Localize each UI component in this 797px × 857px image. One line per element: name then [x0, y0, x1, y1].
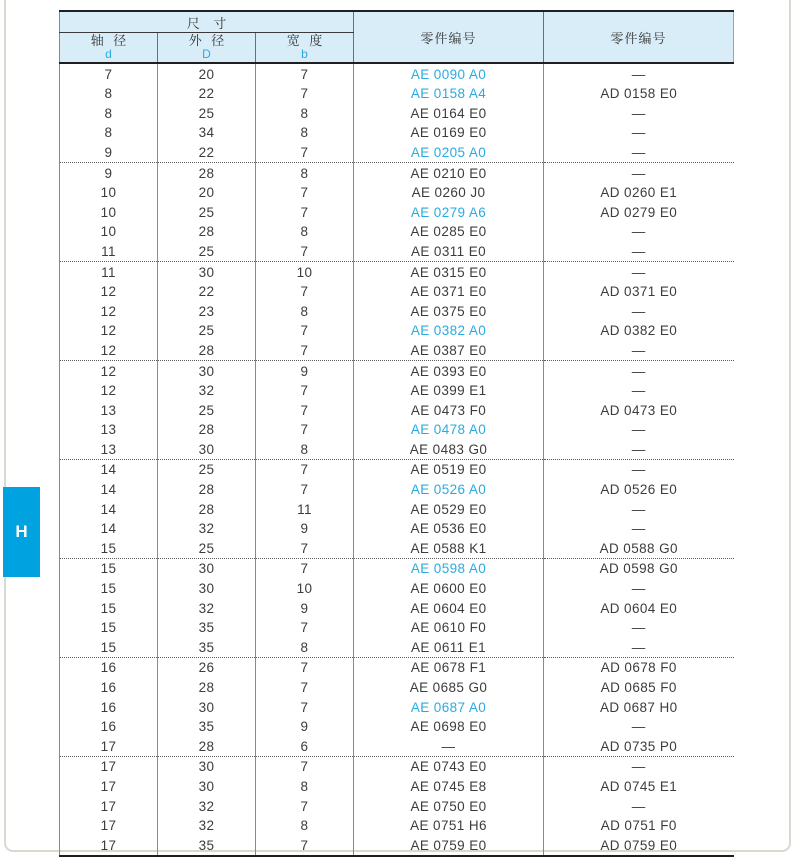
shaft-diameter-cell: 8 [104, 105, 113, 121]
part-number-cell-1: AE 0745 E8 [354, 777, 544, 797]
part-number-cell-1: AE 0399 E1 [354, 381, 544, 401]
table-row [60, 440, 734, 460]
table-row [60, 183, 734, 203]
table-row [60, 717, 734, 737]
table-row [60, 63, 734, 84]
outer-diameter-cell: 28 [158, 480, 256, 500]
section-tab-h[interactable] [3, 487, 40, 577]
table-row [60, 816, 734, 836]
shaft-diameter-cell: 16 [100, 699, 117, 715]
width-cell: 7 [256, 321, 354, 341]
part-number-cell-1: AE 0750 E0 [354, 796, 544, 816]
shaft-diameter-cell: 15 [60, 539, 158, 559]
outer-diameter-cell: 34 [158, 123, 256, 143]
width-cell: 7 [256, 618, 354, 638]
shaft-diameter-cell: 12 [60, 341, 158, 361]
width-cell: 7 [256, 678, 354, 698]
outer-diameter-cell: 35 [158, 835, 256, 856]
table-row [60, 499, 734, 519]
width-cell: 7 [256, 63, 354, 84]
outer-diameter-cell: 22 [158, 282, 256, 302]
outer-diameter-cell: 28 [158, 163, 256, 183]
width-cell: 8 [256, 440, 354, 460]
outer-diameter-cell: 28 [158, 341, 256, 361]
outer-diameter-cell: 30 [158, 262, 256, 282]
header-outer-diameter-label: 外 径 [188, 33, 228, 48]
shaft-diameter-cell: 13 [100, 422, 117, 438]
outer-diameter-cell: 35 [158, 618, 256, 638]
outer-diameter-cell: 32 [158, 519, 256, 539]
width-cell: 7 [256, 697, 354, 717]
part-number-cell-1: AE 0526 A0 [354, 480, 544, 500]
shaft-diameter-cell: 17 [100, 778, 117, 794]
part-number-cell-1: AE 0529 E0 [354, 499, 544, 519]
outer-diameter-cell: 28 [158, 678, 256, 698]
part-number-cell-1: AE 0588 K1 [354, 539, 544, 559]
outer-diameter-cell: 25 [158, 539, 256, 559]
shaft-diameter-cell: 17 [100, 759, 117, 775]
shaft-diameter-cell: 15 [100, 561, 117, 577]
part-number-cell-2: — [544, 123, 734, 143]
outer-diameter-cell: 20 [158, 63, 256, 84]
part-number-cell-2: AD 0745 E1 [544, 777, 734, 797]
outer-diameter-cell: 32 [158, 796, 256, 816]
part-number-cell-1: AE 0687 A0 [354, 697, 544, 717]
outer-diameter-cell: 25 [158, 103, 256, 123]
outer-diameter-cell: 35 [158, 638, 256, 658]
table-row [60, 835, 734, 856]
outer-diameter-cell: 22 [158, 143, 256, 163]
width-cell: 6 [256, 736, 354, 756]
table-row [60, 163, 734, 183]
table-body [60, 63, 734, 856]
shaft-diameter-cell: 15 [100, 581, 117, 597]
outer-diameter-cell: 30 [158, 757, 256, 777]
table-row [60, 321, 734, 341]
shaft-diameter-cell: 12 [100, 303, 117, 319]
table-row [60, 361, 734, 381]
shaft-diameter-cell: 14 [100, 501, 117, 517]
part-number-cell-1: — [354, 736, 544, 756]
outer-diameter-cell: 25 [158, 242, 256, 262]
part-number-cell-2: — [544, 341, 734, 361]
table-row [60, 736, 734, 756]
shaft-diameter-cell: 15 [100, 600, 117, 616]
header-shaft-diameter [60, 33, 158, 64]
part-number-cell-1: AE 0743 E0 [354, 757, 544, 777]
header-width-symbol: b [301, 47, 308, 62]
width-cell: 7 [256, 835, 354, 856]
part-number-cell-1: AE 0210 E0 [354, 163, 544, 183]
width-cell: 7 [256, 658, 354, 678]
part-number-cell-1: AE 0285 E0 [354, 222, 544, 242]
part-number-cell-1: AE 0279 A6 [354, 202, 544, 222]
width-cell: 7 [256, 282, 354, 302]
part-number-cell-2: — [544, 796, 734, 816]
shaft-diameter-cell: 14 [100, 482, 117, 498]
width-cell: 7 [256, 480, 354, 500]
part-number-cell-1: AE 0751 H6 [354, 816, 544, 836]
section-tab-label: H [15, 522, 28, 541]
width-cell: 11 [256, 499, 354, 519]
width-cell: 7 [256, 757, 354, 777]
part-number-cell-2: — [544, 242, 734, 262]
shaft-diameter-cell: 12 [100, 383, 117, 399]
header-width-label: 宽 度 [286, 33, 326, 48]
part-number-table [59, 10, 734, 857]
header-outer-diameter-symbol: D [202, 47, 211, 62]
part-number-cell-2: — [544, 143, 734, 163]
width-cell: 10 [256, 262, 354, 282]
table-row [60, 84, 734, 104]
part-number-cell-1: AE 0090 A0 [354, 63, 544, 84]
part-number-cell-1: AE 0164 E0 [354, 103, 544, 123]
table-row [60, 638, 734, 658]
table-row [60, 341, 734, 361]
header-part-number-1: 零件编号 [354, 11, 544, 63]
outer-diameter-cell: 30 [158, 361, 256, 381]
part-number-cell-1: AE 0678 F1 [354, 658, 544, 678]
shaft-diameter-cell: 17 [100, 818, 117, 834]
part-number-cell-2: — [544, 420, 734, 440]
width-cell: 8 [256, 123, 354, 143]
part-number-cell-2: AD 0279 E0 [544, 202, 734, 222]
shaft-diameter-cell: 9 [60, 143, 158, 163]
part-number-cell-2: — [544, 638, 734, 658]
part-number-cell-2: AD 0759 E0 [544, 835, 734, 856]
width-cell: 8 [256, 222, 354, 242]
part-number-cell-2: — [544, 757, 734, 777]
table-row [60, 262, 734, 282]
part-number-cell-1: AE 0610 F0 [354, 618, 544, 638]
part-number-cell-2: — [544, 499, 734, 519]
shaft-diameter-cell: 8 [104, 125, 113, 141]
shaft-diameter-cell: 14 [100, 521, 117, 537]
part-number-cell-1: AE 0260 J0 [354, 183, 544, 203]
table-row [60, 202, 734, 222]
part-number-cell-1: AE 0382 A0 [354, 321, 544, 341]
part-number-cell-2: AD 0751 F0 [544, 816, 734, 836]
part-number-cell-1: AE 0759 E0 [354, 835, 544, 856]
outer-diameter-cell: 32 [158, 381, 256, 401]
part-number-cell-2: AD 0260 E1 [544, 183, 734, 203]
part-number-cell-2: AD 0735 P0 [544, 736, 734, 756]
table-row [60, 420, 734, 440]
part-number-cell-2: — [544, 579, 734, 599]
shaft-diameter-cell: 10 [100, 185, 117, 201]
table-row [60, 301, 734, 321]
width-cell: 9 [256, 598, 354, 618]
part-number-cell-1: AE 0598 A0 [354, 559, 544, 579]
outer-diameter-cell: 28 [158, 222, 256, 242]
part-number-cell-1: AE 0387 E0 [354, 341, 544, 361]
shaft-diameter-cell: 8 [104, 86, 113, 102]
part-number-cell-2: — [544, 440, 734, 460]
part-number-cell-2: AD 0678 F0 [544, 658, 734, 678]
part-number-cell-1: AE 0169 E0 [354, 123, 544, 143]
part-number-cell-1: AE 0371 E0 [354, 282, 544, 302]
width-cell: 7 [256, 400, 354, 420]
header-shaft-diameter-label: 轴 径 [90, 33, 130, 48]
width-cell: 8 [256, 103, 354, 123]
table-row [60, 796, 734, 816]
outer-diameter-cell: 25 [158, 321, 256, 341]
shaft-diameter-cell: 10 [100, 224, 117, 240]
shaft-diameter-cell: 17 [60, 835, 158, 856]
outer-diameter-cell: 28 [158, 420, 256, 440]
table-row [60, 579, 734, 599]
table-row [60, 697, 734, 717]
part-number-cell-1: AE 0600 E0 [354, 579, 544, 599]
width-cell: 7 [256, 420, 354, 440]
part-number-cell-2: — [544, 381, 734, 401]
part-number-cell-1: AE 0478 A0 [354, 420, 544, 440]
outer-diameter-cell: 30 [158, 777, 256, 797]
table-row [60, 381, 734, 401]
width-cell: 7 [256, 796, 354, 816]
outer-diameter-cell: 28 [158, 736, 256, 756]
part-number-cell-1: AE 0315 E0 [354, 262, 544, 282]
width-cell: 7 [256, 242, 354, 262]
part-number-cell-2: AD 0526 E0 [544, 480, 734, 500]
width-cell: 8 [256, 816, 354, 836]
table-row [60, 480, 734, 500]
width-cell: 8 [256, 301, 354, 321]
outer-diameter-cell: 32 [158, 816, 256, 836]
part-number-cell-2: — [544, 103, 734, 123]
table-row [60, 123, 734, 143]
width-cell: 8 [256, 163, 354, 183]
part-number-cell-2: AD 0588 G0 [544, 539, 734, 559]
header-dimensions-group: 尺 寸 [60, 11, 354, 33]
part-number-cell-1: AE 0158 A4 [354, 84, 544, 104]
part-number-cell-2: AD 0598 G0 [544, 559, 734, 579]
width-cell: 7 [256, 202, 354, 222]
width-cell: 10 [256, 579, 354, 599]
table-row [60, 103, 734, 123]
part-number-cell-1: AE 0375 E0 [354, 301, 544, 321]
part-number-cell-1: AE 0393 E0 [354, 361, 544, 381]
header-width [256, 33, 354, 64]
shaft-diameter-cell: 14 [100, 462, 117, 478]
part-number-cell-2: AD 0382 E0 [544, 321, 734, 341]
table-row [60, 777, 734, 797]
table-row [60, 222, 734, 242]
part-number-cell-2: — [544, 519, 734, 539]
outer-diameter-cell: 25 [158, 202, 256, 222]
part-number-cell-1: AE 0685 G0 [354, 678, 544, 698]
shaft-diameter-cell: 12 [100, 323, 117, 339]
shaft-diameter-cell: 12 [100, 284, 117, 300]
part-number-cell-2: — [544, 460, 734, 480]
table-row [60, 460, 734, 480]
part-number-cell-2: AD 0158 E0 [544, 84, 734, 104]
table-row [60, 519, 734, 539]
outer-diameter-cell: 22 [158, 84, 256, 104]
outer-diameter-cell: 26 [158, 658, 256, 678]
shaft-diameter-cell: 16 [100, 680, 117, 695]
outer-diameter-cell: 23 [158, 301, 256, 321]
part-number-cell-2: — [544, 717, 734, 737]
table-row [60, 658, 734, 678]
part-number-cell-1: AE 0483 G0 [354, 440, 544, 460]
part-number-cell-2: AD 0371 E0 [544, 282, 734, 302]
part-number-cell-1: AE 0519 E0 [354, 460, 544, 480]
shaft-diameter-cell: 16 [100, 719, 117, 735]
table-row [60, 143, 734, 163]
shaft-diameter-cell: 12 [100, 363, 117, 379]
part-number-cell-2: — [544, 163, 734, 183]
part-number-cell-2: AD 0604 E0 [544, 598, 734, 618]
outer-diameter-cell: 35 [158, 717, 256, 737]
width-cell: 7 [256, 183, 354, 203]
part-number-cell-1: AE 0205 A0 [354, 143, 544, 163]
width-cell: 7 [256, 143, 354, 163]
part-number-cell-2: — [544, 301, 734, 321]
header-outer-diameter [158, 33, 256, 64]
part-number-cell-1: AE 0604 E0 [354, 598, 544, 618]
part-number-cell-1: AE 0311 E0 [354, 242, 544, 262]
table-row [60, 618, 734, 638]
part-number-cell-2: AD 0687 H0 [544, 697, 734, 717]
outer-diameter-cell: 20 [158, 183, 256, 203]
table-row [60, 598, 734, 618]
width-cell: 7 [256, 341, 354, 361]
header-part-number-2: 零件编号 [544, 11, 734, 63]
table-row [60, 757, 734, 777]
table-header [60, 11, 734, 63]
shaft-diameter-cell: 11 [101, 264, 116, 280]
part-number-cell-2: AD 0473 E0 [544, 400, 734, 420]
outer-diameter-cell: 32 [158, 598, 256, 618]
header-shaft-diameter-symbol: d [105, 47, 112, 62]
part-number-cell-2: — [544, 361, 734, 381]
width-cell: 7 [256, 539, 354, 559]
outer-diameter-cell: 28 [158, 499, 256, 519]
width-cell: 7 [256, 84, 354, 104]
shaft-diameter-cell: 7 [104, 66, 113, 82]
outer-diameter-cell: 25 [158, 400, 256, 420]
shaft-diameter-cell: 17 [60, 736, 158, 756]
outer-diameter-cell: 30 [158, 440, 256, 460]
outer-diameter-cell: 25 [158, 460, 256, 480]
shaft-diameter-cell: 15 [60, 638, 158, 658]
table-row [60, 400, 734, 420]
part-number-cell-2: — [544, 222, 734, 242]
shaft-diameter-cell: 9 [104, 165, 113, 181]
width-cell: 9 [256, 361, 354, 381]
shaft-diameter-cell: 11 [60, 242, 158, 262]
shaft-diameter-cell: 10 [100, 204, 117, 220]
table-row [60, 559, 734, 579]
outer-diameter-cell: 30 [158, 697, 256, 717]
part-number-cell-1: AE 0536 E0 [354, 519, 544, 539]
table-row [60, 539, 734, 559]
table-row [60, 282, 734, 302]
part-number-cell-1: AE 0473 F0 [354, 400, 544, 420]
part-number-cell-2: — [544, 618, 734, 638]
table-row [60, 678, 734, 698]
part-number-cell-2: — [544, 63, 734, 84]
width-cell: 8 [256, 777, 354, 797]
width-cell: 9 [256, 519, 354, 539]
part-number-cell-2: AD 0685 F0 [544, 678, 734, 698]
width-cell: 7 [256, 381, 354, 401]
outer-diameter-cell: 30 [158, 559, 256, 579]
width-cell: 7 [256, 559, 354, 579]
part-number-cell-1: AE 0611 E1 [354, 638, 544, 658]
shaft-diameter-cell: 17 [100, 798, 117, 814]
width-cell: 9 [256, 717, 354, 737]
outer-diameter-cell: 30 [158, 579, 256, 599]
width-cell: 7 [256, 460, 354, 480]
part-number-cell-1: AE 0698 E0 [354, 717, 544, 737]
table-row [60, 242, 734, 262]
part-number-cell-2: — [544, 262, 734, 282]
width-cell: 8 [256, 638, 354, 658]
shaft-diameter-cell: 13 [100, 402, 117, 418]
shaft-diameter-cell: 15 [100, 620, 117, 636]
shaft-diameter-cell: 16 [100, 660, 117, 676]
shaft-diameter-cell: 13 [60, 440, 158, 460]
